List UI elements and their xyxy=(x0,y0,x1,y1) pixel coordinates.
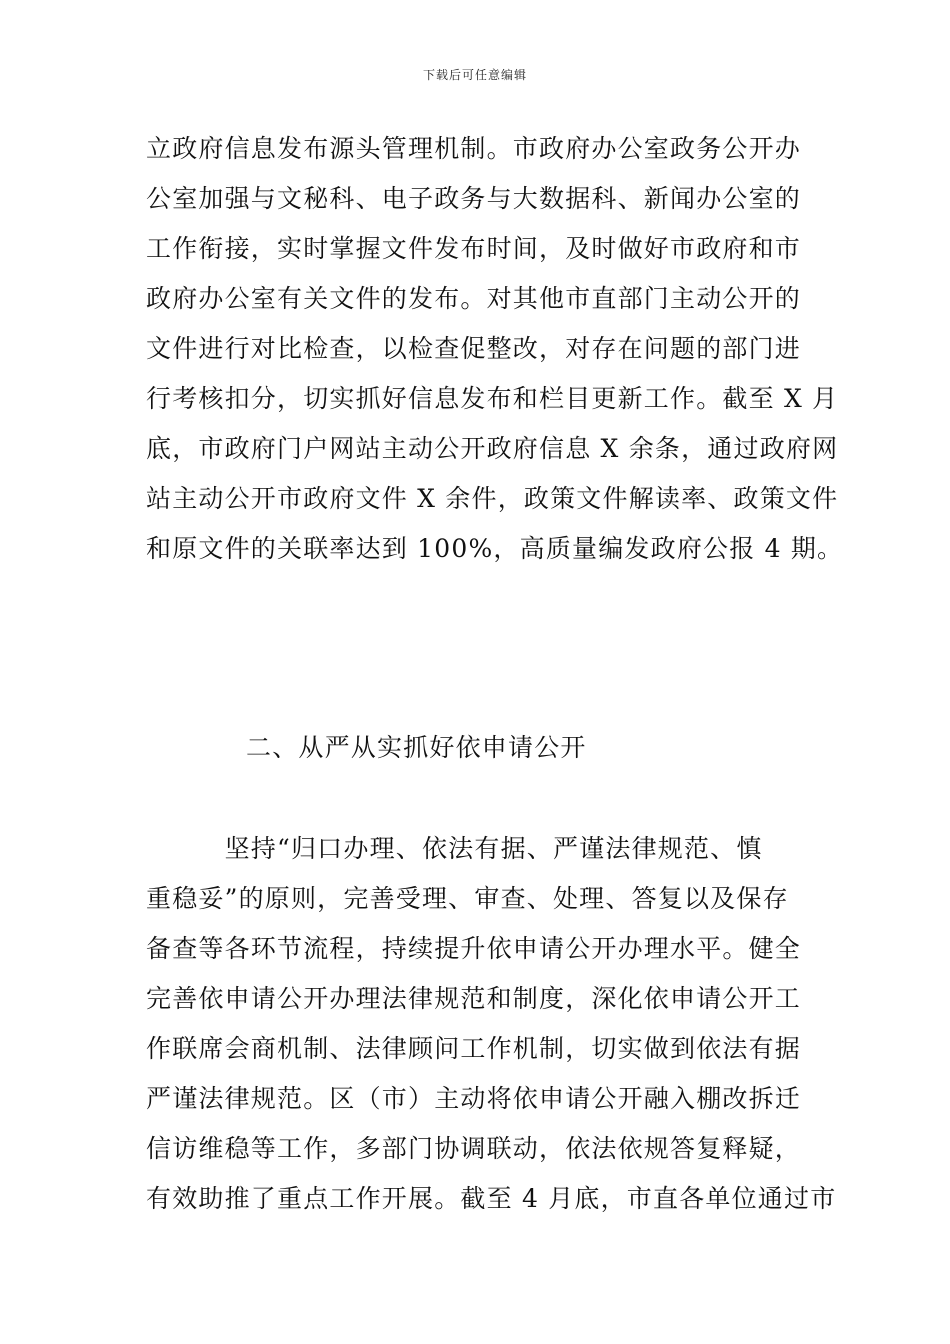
text-line: 工作衔接，实时掌握文件发布时间，及时做好市政府和市 xyxy=(146,234,802,263)
text-line: 作联席会商机制、法律顾问工作机制，切实做到依法有据 xyxy=(146,1034,802,1063)
text-line: 和原文件的关联率达到 100%，高质量编发政府公报 4 期。 xyxy=(146,534,844,563)
text-line: 公室加强与文秘科、电子政务与大数据科、新闻办公室的 xyxy=(146,184,802,213)
text-line: 有效助推了重点工作开展。截至 4 月底，市直各单位通过市 xyxy=(146,1184,837,1213)
text-line: 政府办公室有关文件的发布。对其他市直部门主动公开的 xyxy=(146,284,802,313)
text-line: 完善依申请公开办理法律规范和制度，深化依申请公开工 xyxy=(146,984,802,1013)
text-line: 文件进行对比检查，以检查促整改，对存在问题的部门进 xyxy=(146,334,802,363)
text-line: 站主动公开市政府文件 X 余件，政策文件解读率、政策文件 xyxy=(146,484,839,513)
text-line: 信访维稳等工作，多部门协调联动，依法依规答复释疑， xyxy=(146,1134,802,1163)
text-line: 底，市政府门户网站主动公开政府信息 X 余条，通过政府网 xyxy=(146,434,839,463)
text-line: 重稳妥”的原则，完善受理、审查、处理、答复以及保存 xyxy=(146,884,789,913)
text-line: 严谨法律规范。区（市）主动将依申请公开融入棚改拆迁 xyxy=(146,1084,802,1113)
text-line: 备查等各环节流程，持续提升依申请公开办理水平。健全 xyxy=(146,934,802,963)
text-line: 立政府信息发布源头管理机制。市政府办公室政务公开办 xyxy=(146,134,802,163)
text-line: 坚持“归口办理、依法有据、严谨法律规范、慎 xyxy=(146,834,763,863)
section-heading: 二、从严从实抓好依申请公开 xyxy=(246,733,587,762)
text-line: 行考核扣分，切实抓好信息发布和栏目更新工作。截至 X 月 xyxy=(146,384,839,413)
page-header: 下载后可任意编辑 xyxy=(422,68,527,82)
